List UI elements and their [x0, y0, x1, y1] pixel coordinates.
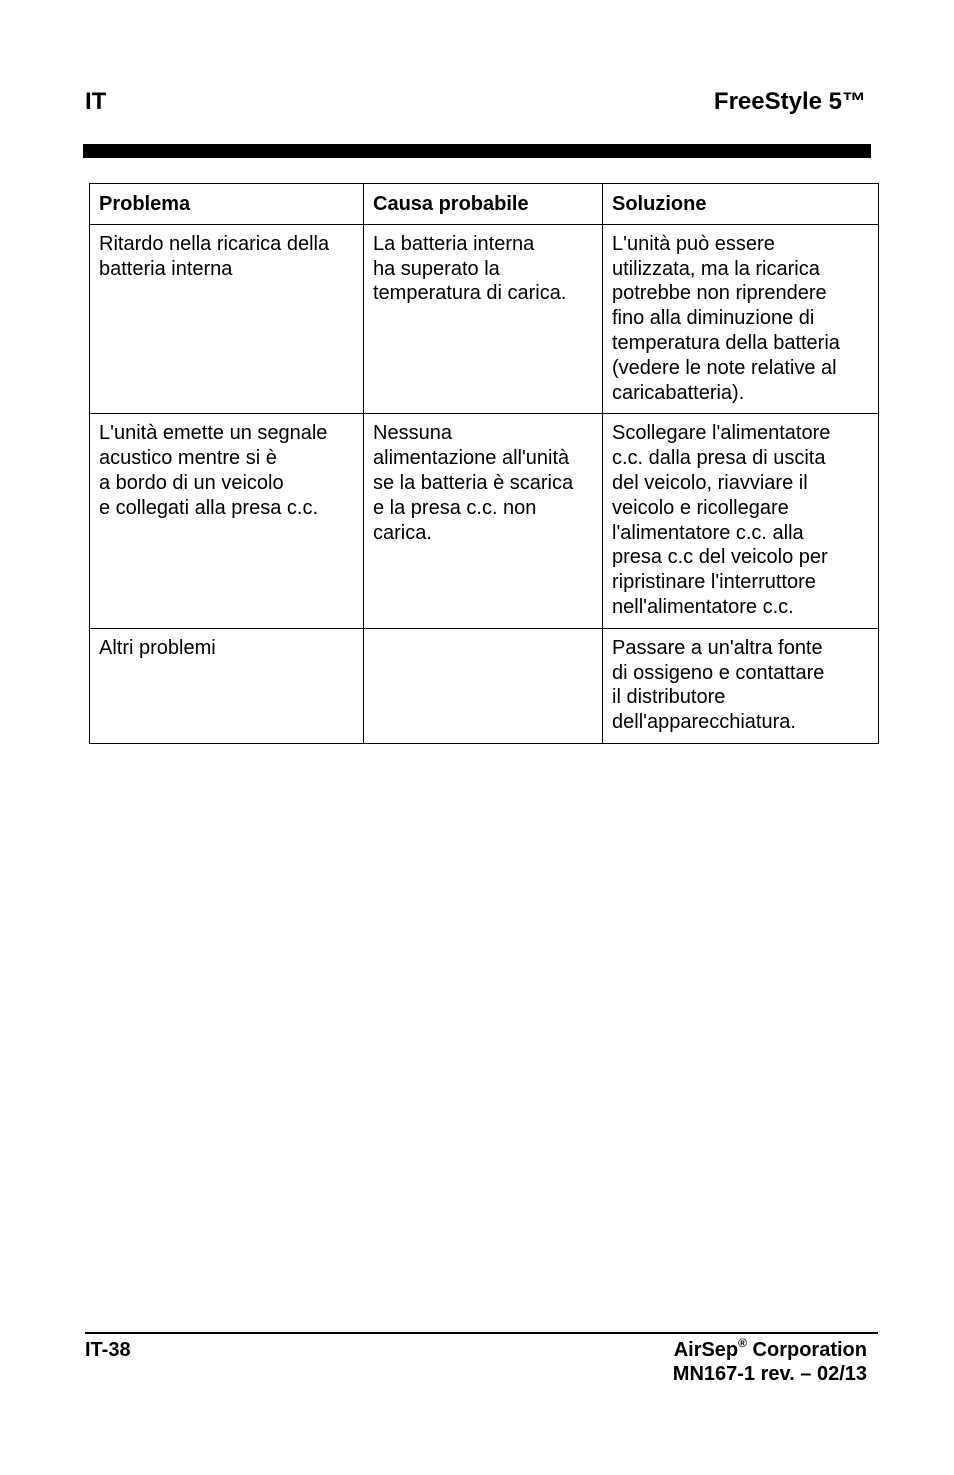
- cause-cell: Nessuna alimentazione all'unità se la batteria è scarica e la presa c.c. non carica.: [364, 414, 603, 628]
- footer-divider: [85, 1332, 878, 1334]
- company-line: [673, 1338, 867, 1362]
- company-suffix: Corporation: [747, 1339, 867, 1361]
- table-header: [90, 184, 879, 225]
- registered-trademark: ®: [738, 1336, 747, 1350]
- company-name: AirSep: [673, 1339, 739, 1361]
- product-title: FreeStyle 5™: [713, 88, 866, 115]
- problem-cell: L'unità emette un segnale acustico mentre si è a bordo di un veicolo e collegati alla presa c.c.: [90, 414, 364, 628]
- table-header-row: [90, 184, 879, 225]
- footer-info: [673, 1338, 867, 1386]
- cause-cell: [364, 628, 603, 743]
- table-row: [90, 414, 879, 628]
- table-row: [90, 628, 879, 743]
- table-body: [90, 224, 879, 743]
- page-number: IT-38: [85, 1339, 131, 1361]
- header-divider: [83, 144, 871, 158]
- solution-cell: Passare a un'altra fonte di ossigeno e contattare il distributore dell'apparecchiatura.: [603, 628, 879, 743]
- solution-cell: L'unità può essere utilizzata, ma la ricarica potrebbe non riprendere fino alla diminuzione di temperatura della batteria (vedere le note relative al caricabatteria).: [603, 224, 879, 414]
- cause-cell: La batteria interna ha superato la temperatura di carica.: [364, 224, 603, 414]
- table-row: [90, 224, 879, 414]
- column-header-problem: Problema: [90, 184, 364, 225]
- solution-cell: Scollegare l'alimentatore c.c. dalla presa di uscita del veicolo, riavviare il veicolo e ricollegare l'alimentatore c.c. alla presa c.c del veicolo per ripristinare l'interruttore nell'alimentatore c.c.: [603, 414, 879, 628]
- column-header-cause: Causa probabile: [364, 184, 603, 225]
- column-header-solution: Soluzione: [603, 184, 879, 225]
- problem-cell: Altri problemi: [90, 628, 364, 743]
- problem-cell: Ritardo nella ricarica della batteria interna: [90, 224, 364, 414]
- language-code: IT: [85, 88, 107, 115]
- document-reference: MN167-1 rev. – 02/13: [672, 1363, 867, 1385]
- troubleshooting-table: [89, 183, 879, 744]
